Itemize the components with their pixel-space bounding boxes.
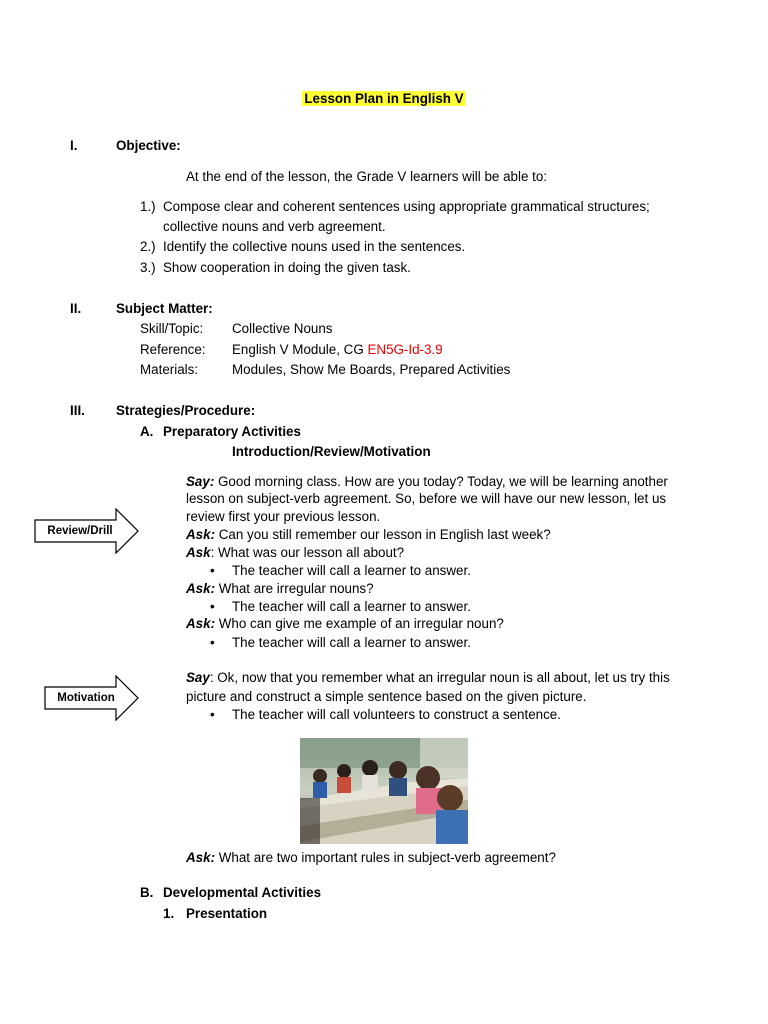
ask-final-text: What are two important rules in subject-verb agreement? [215,850,556,865]
ask-2 [186,544,404,562]
curriculum-code: EN5G-Id-3.9 [367,342,443,357]
ask-4-text: Who can give me example of an irregular noun? [215,616,504,631]
say-1-label: Say: [186,474,215,489]
objective-2-line1: Identify the collective nouns used in the sentences. [163,239,466,254]
bullet-answer-1: • The teacher will call a learner to answer. [232,562,471,580]
sub-a-letter: A. [140,424,154,439]
objective-3-num: 3.) [140,260,156,275]
section-3-heading: Strategies/Procedure: [116,403,256,418]
review-drill-label: Review/Drill [47,525,113,537]
bullet-volunteers: • The teacher will call volunteers to construct a sentence. [232,706,561,724]
say-2-label: Say [186,670,210,685]
ask-2-text: : What was our lesson all about? [210,545,405,560]
materials-label: Materials: [140,362,199,377]
skill-topic-value: Collective Nouns [232,321,333,336]
ask-2-label: Ask [186,545,211,560]
bullet-answer-2: • The teacher will call a learner to answer. [232,598,471,616]
skill-topic-label: Skill/Topic: [140,321,204,336]
ask-1 [186,526,551,544]
say-1-line3: review first your previous lesson. [186,509,381,524]
motivation-label: Motivation [57,692,115,704]
say-1-line1 [186,473,668,491]
section-1-heading: Objective: [116,138,181,153]
section-3-numeral: III. [70,403,85,418]
ask-3-label: Ask: [186,581,216,596]
document-title-wrap [0,90,768,108]
ask-1-text: Can you still remember our lesson in English last week? [215,527,551,542]
objective-3-line1: Show cooperation in doing the given task. [163,260,411,275]
section-1-numeral: I. [70,138,78,153]
sub-a-title: Introduction/Review/Motivation [232,444,431,459]
sub-1-number: 1. [163,906,175,921]
reference-label: Reference: [140,342,206,357]
say-2-line2: picture and construct a simple sentence based on the given picture. [186,689,587,704]
objective-1-num: 1.) [140,199,156,214]
sub-a-label: Preparatory Activities [163,424,301,439]
ask-3-text: What are irregular nouns? [215,581,374,596]
section-2-numeral: II. [70,301,82,316]
ask-final-label: Ask: [186,850,216,865]
say-1-line2: lesson on subject-verb agreement. So, before we will have our new lesson, let us [186,491,667,506]
reference-value [232,341,443,359]
ask-final [186,849,556,867]
sub-b-label: Developmental Activities [163,885,322,900]
objective-2-num: 2.) [140,239,156,254]
sub-1-label: Presentation [186,906,268,921]
say-1-text: Good morning class. How are you today? Today, we will be learning another [214,474,668,489]
section-2-heading: Subject Matter: [116,301,213,316]
reference-text: English V Module, CG [232,342,368,357]
ask-4 [186,615,504,633]
sub-b-letter: B. [140,885,154,900]
classroom-photo-illustration [300,738,468,844]
bullet-answer-3: • The teacher will call a learner to answer. [232,634,471,652]
document-title: Lesson Plan in English V [304,91,464,106]
classroom-photo [300,738,468,844]
objective-1-line1: Compose clear and coherent sentences using appropriate grammatical structures; [163,199,650,214]
say-2-text: : Ok, now that you remember what an irregular noun is all about, let us try this [209,670,670,685]
materials-value: Modules, Show Me Boards, Prepared Activities [232,362,511,377]
ask-3 [186,580,374,598]
objective-1-line2: collective nouns and verb agreement. [163,219,386,234]
objective-intro: At the end of the lesson, the Grade V learners will be able to: [186,169,548,184]
ask-4-label: Ask: [186,616,216,631]
ask-1-label: Ask: [186,527,216,542]
say-2-line1 [186,669,670,687]
